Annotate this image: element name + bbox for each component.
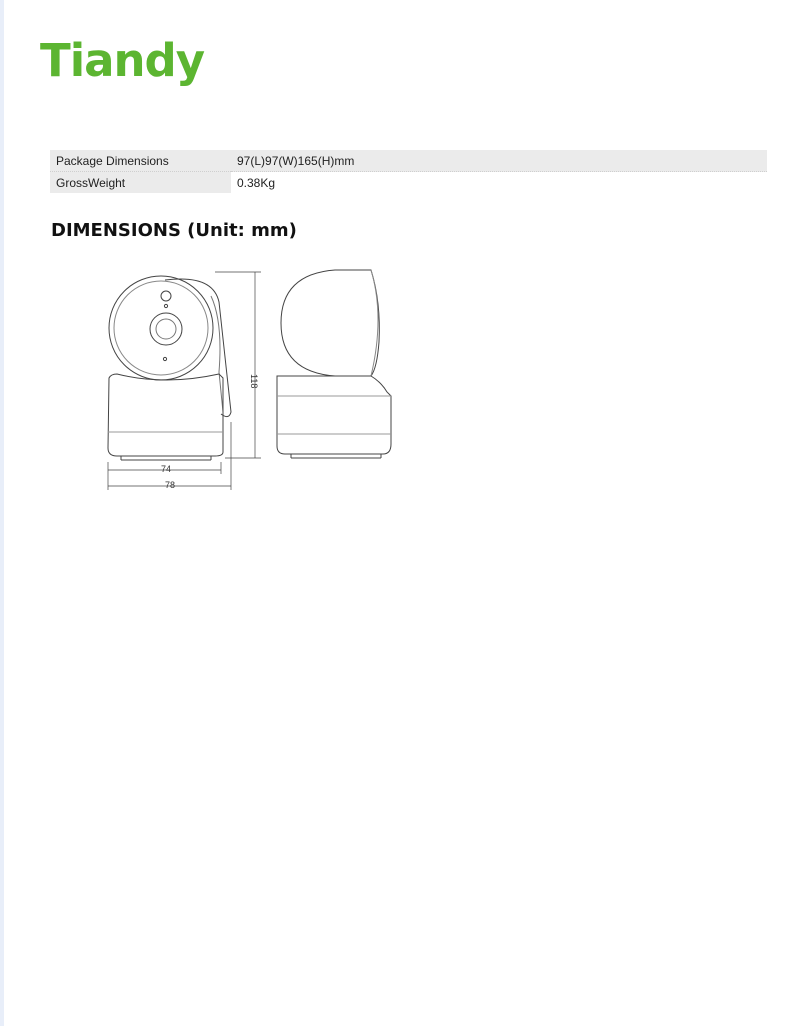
- table-row: [50, 150, 767, 172]
- sensor-dot: [161, 291, 171, 301]
- spec-value: 0.38Kg: [231, 172, 767, 194]
- dim-width-outer-label: 78: [165, 480, 176, 490]
- dim-height-label: 118: [249, 374, 259, 389]
- page-left-edge: [0, 0, 4, 1026]
- front-view: [108, 272, 261, 490]
- table-row: [50, 172, 767, 194]
- side-base-outline: [277, 376, 391, 454]
- camera-base: [108, 374, 223, 456]
- spec-label: Package Dimensions: [50, 150, 231, 172]
- side-view: [277, 270, 391, 458]
- dimensions-heading: DIMENSIONS (Unit: mm): [51, 220, 297, 241]
- spec-value: 97(L)97(W)165(H)mm: [231, 150, 767, 172]
- tiandy-logo: Tiandy: [40, 34, 205, 87]
- spec-label: GrossWeight: [50, 172, 231, 194]
- spec-table: [50, 150, 767, 193]
- camera-dimension-drawing: [95, 262, 405, 497]
- side-head-outline: [281, 270, 379, 376]
- dim-width-inner-label: 74: [161, 464, 172, 474]
- camera-head-outline: [109, 276, 213, 380]
- camera-lens: [150, 313, 182, 345]
